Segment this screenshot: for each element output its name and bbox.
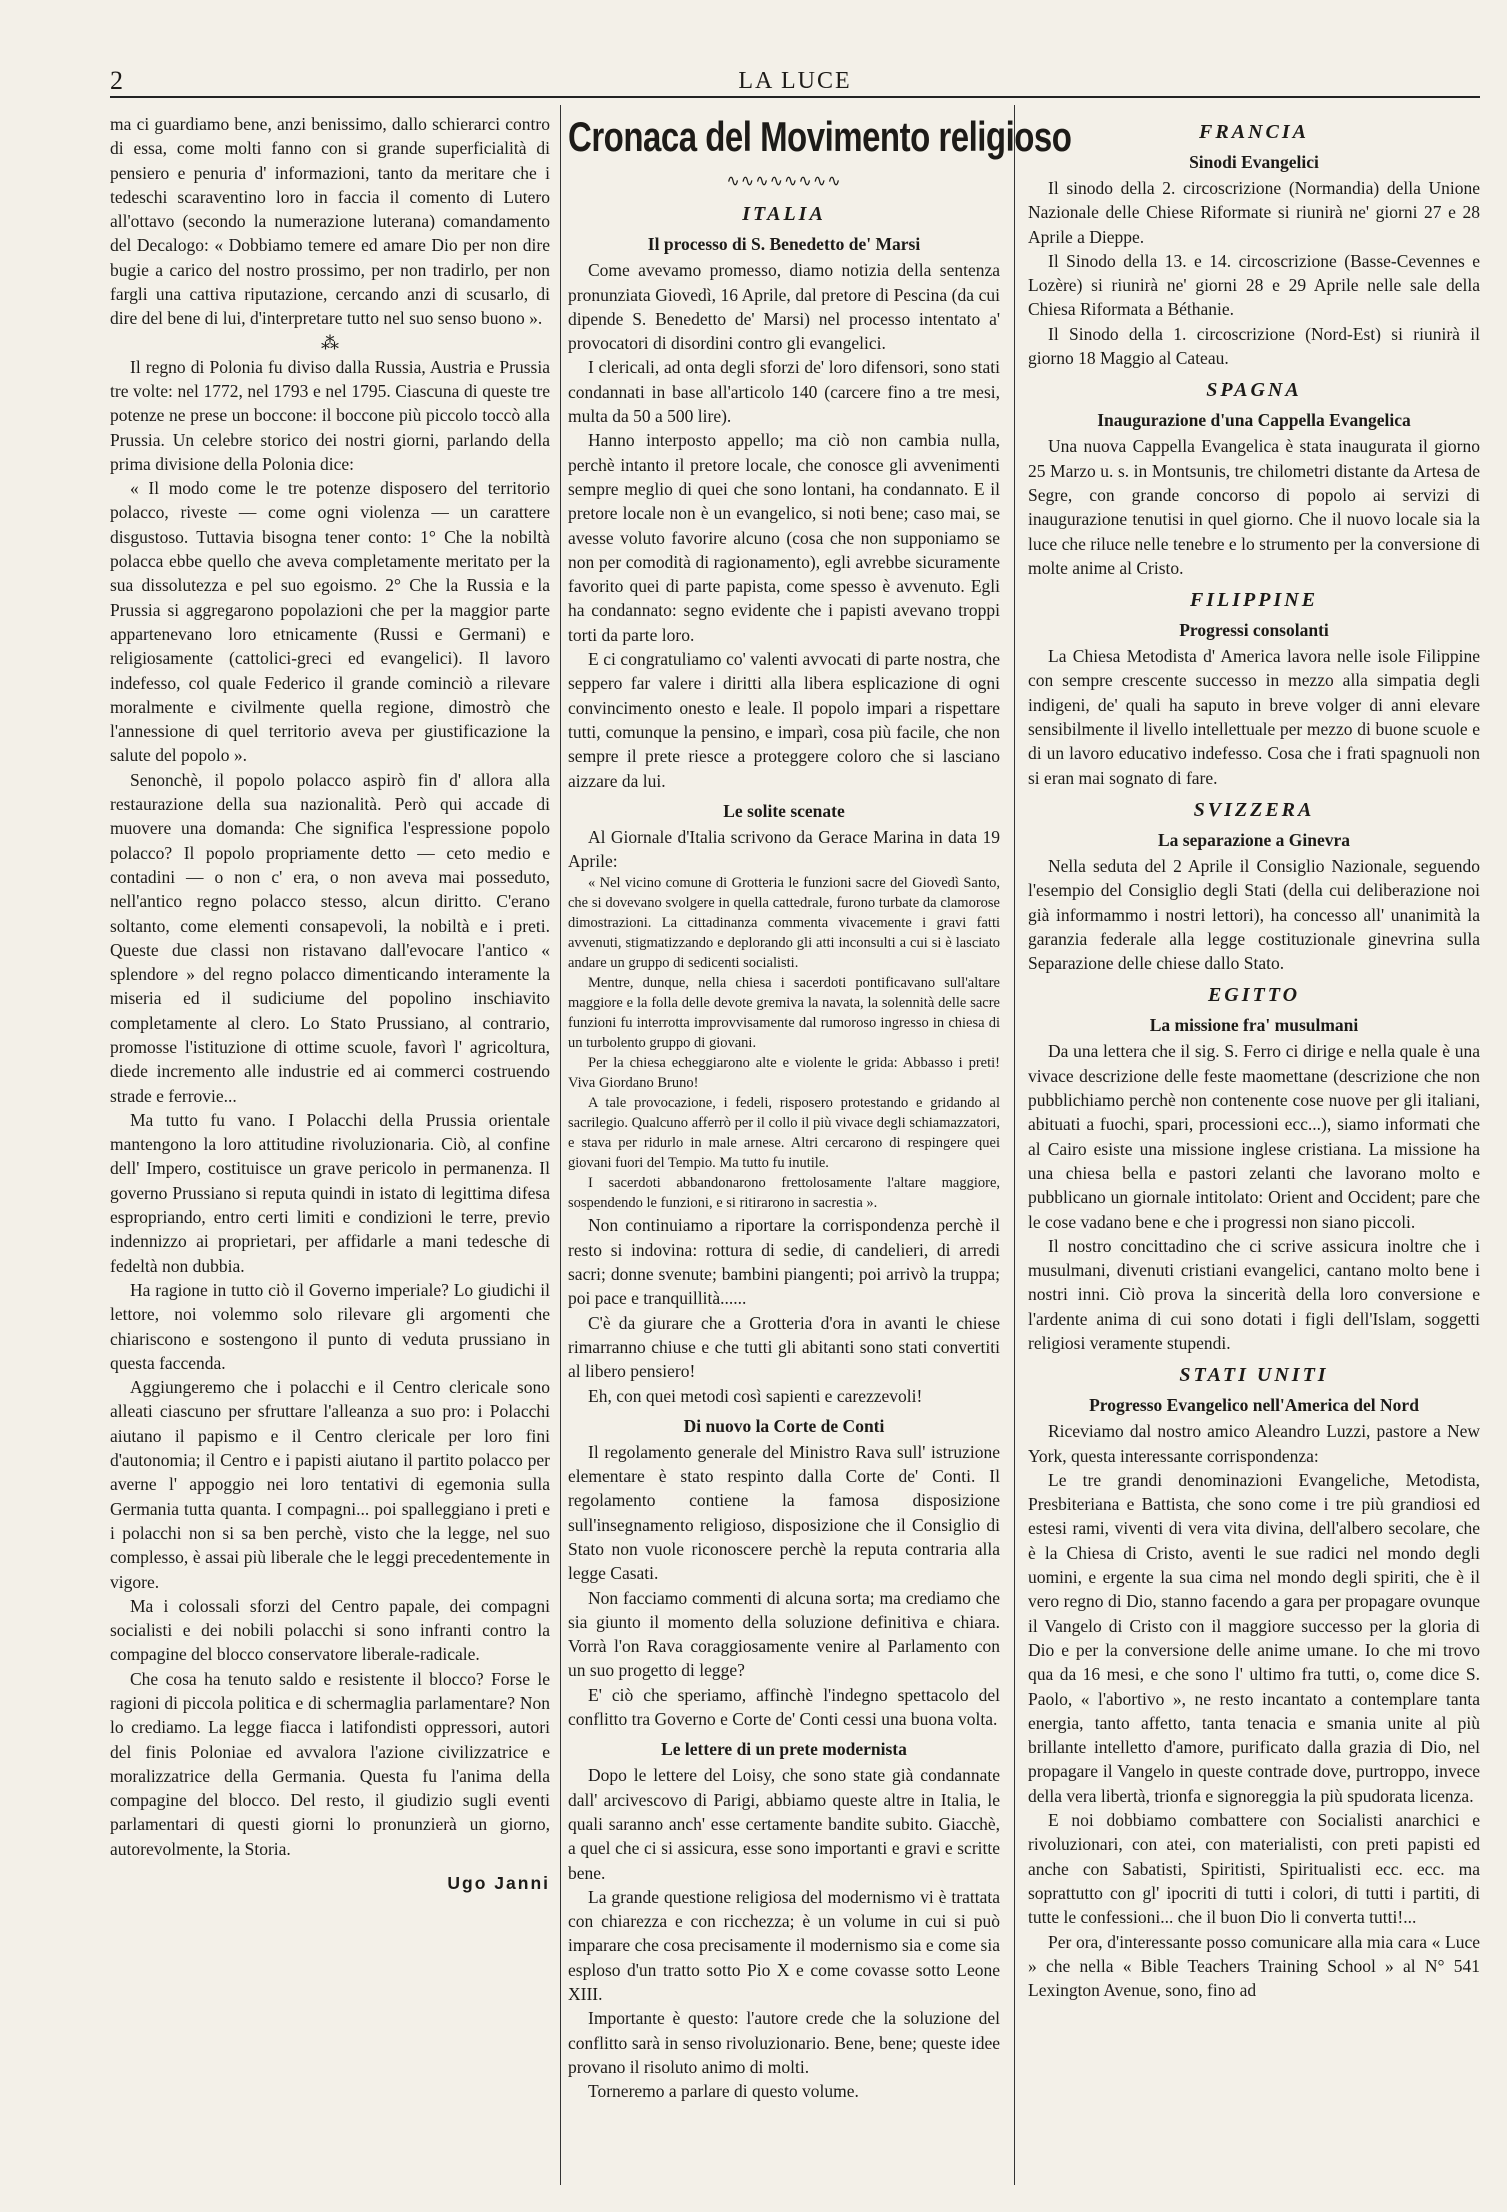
page-number: 2: [110, 66, 123, 95]
article-paragraph: Torneremo a parlare di questo volume.: [588, 2081, 859, 2102]
article-paragraph: Per ora, d'interessante posso comunicare alla mia cara « Luce » che nella « Bible Teachers Training School » al N° 541 Lexington Avenue, sono, fino ad: [1028, 1931, 1480, 2001]
country-heading: FRANCIA: [1199, 121, 1309, 143]
quoted-paragraph: A tale provocazione, i fedeli, risposero protestando e gridando al sacrilegio. Qualcuno afferrò per il collo il più vivace degli schiamazzatori, e stava per ridurlo in male arnese. Altri cercarono di respingere quei giovani fuori del Tempio. Ma tutto fu inutile.: [568, 1095, 1000, 1172]
column-3: [1028, 112, 1480, 2172]
article-paragraph: E noi dobbiamo combattere con Socialisti anarchici e rivoluzionari, con atei, con materialisti, con preti papisti ed anche con Sabatisti, Spiritisti, Spiritualisti ecc. ecc. ma soprattutto con gl' ipocriti di tutti i colori, di tutti i partiti, di tutte le confessioni... che il buon Dio li converta tutti!...: [1028, 1810, 1480, 1928]
article-paragraph: Al Giornale d'Italia scrivono da Gerace Marina in data 19 Aprile:: [568, 826, 1000, 872]
article-title: Il processo di S. Benedetto de' Marsi: [647, 234, 921, 255]
quoted-paragraph: « Nel vicino comune di Grotteria le funzioni sacre del Giovedì Santo, che si dovevano svolgere in quella cattedrale, furono turbate da clamorose dimostrazioni. La cittadinanza commenta vivacemente i gravi fatti avvenuti, stigmatizzando e deplorando gli atti inconsulti a cui si è lasciato andare un gruppo di sedicenti socialisti.: [568, 875, 1000, 972]
article-paragraph: Il sinodo della 2. circoscrizione (Normandia) della Unione Nazionale delle Chiese Riformate si riunirà ne' giorni 27 e 28 Aprile a Dieppe.: [1028, 178, 1480, 247]
newspaper-title: LA LUCE: [738, 68, 852, 94]
article-paragraph: Una nuova Cappella Evangelica è stata inaugurata il giorno 25 Marzo u. s. in Montsunis, tre chilometri distante da Artesa de Segre, con grande concorso di popolo ai servizi di inaugurazione tenutisi in quel giorno. Che il nuovo locale sia la luce che riluce nelle tenebre e lo strumento per la conversione di molte anime al Cristo.: [1028, 436, 1480, 578]
article-title: Sinodi Evangelici: [1189, 152, 1319, 172]
column-divider: [560, 105, 561, 2185]
article-paragraph: La grande questione religiosa del modernismo vi è trattata con chiarezza e con ricchezza; è un volume in cui si può imparare che cosa precisamente il modernismo sia e come sia esploso d'un tratto sotto Pio X e come covasse sotto Leone XIII.: [568, 1886, 1000, 2005]
article-title: Le lettere di un prete modernista: [661, 1739, 907, 1760]
article-paragraph: Il Sinodo della 1. circoscrizione (Nord-Est) si riunirà il giorno 18 Maggio al Cateau.: [1028, 323, 1480, 369]
article-paragraph: E' ciò che speriamo, affinchè l'indegno spettacolo del conflitto tra Governo e Corte de' Conti cessi una buona volta.: [568, 1684, 1000, 1730]
article-paragraph: Che cosa ha tenuto saldo e resistente il blocco? Forse le ragioni di piccola politica e di schermaglia parlamentare? Non lo crediamo. La legge fiacca i latifondisti oppressori, autori del finis Poloniae ed avvalora l'azione civilizzatrice e moralizzatrice della Germania. Questa fu l'anima della compagine del blocco. Del resto, il giudizio sugli eventi parlamentari di questi giorni lo pronunzierà un giorno, autorevolmente, la Storia.: [110, 1668, 550, 1859]
country-heading: EGITTO: [1207, 984, 1301, 1007]
article-title: Le solite scenate: [723, 800, 845, 821]
country-heading: FILIPPINE: [1189, 589, 1319, 612]
country-heading: STATI UNITI: [1179, 1364, 1329, 1387]
author-signature: Ugo Janni: [447, 1873, 550, 1894]
article-paragraph: Non continuiamo a riportare la corrispondenza perchè il resto si indovina: rottura di sedie, di candelieri, di arredi sacri; donne svenute; bambini piangenti; poi arrivò la truppa; poi pace e tranquillità......: [568, 1215, 1000, 1309]
article-paragraph: E ci congratuliamo co' valenti avvocati di parte nostra, che seppero far valere i diritti alla libera esplicazione di ogni convincimento onesto e leale. Il popolo impari a rispettare tutti, comunque la pensino, e imparì, cosa più facile, che non sempre il prete riesce a proteggere coloro che si lasciano aizzare da lui.: [568, 649, 1000, 791]
article-paragraph: Non facciamo commenti di alcuna sorta; ma crediamo che sia giunto il momento della soluzione definitiva e chiara. Vorrà l'on Rava coraggiosamente venire al Parlamento con un suo progetto di legge?: [568, 1587, 1000, 1681]
article-paragraph: Il nostro concittadino che ci scrive assicura inoltre che i musulmani, divenuti cristiani evangelici, cantano molto bene i nostri inni. Ciò prova la sincerità della loro conversione e l'ardente anima di cui sono dotati i figli dell'Islam, soggetti religiosi veramente stupendi.: [1028, 1235, 1480, 1353]
article-paragraph: Il regno di Polonia fu diviso dalla Russia, Austria e Prussia tre volte: nel 1772, nel 1793 e nel 1795. Ciascuna di queste tre potenze ne prese un boccone: il boccone più piccolo toccò alla Prussia. Un celebre storico dei nostri giorni, parlando della prima divisione della Polonia dice:: [110, 356, 550, 474]
page-header: [110, 66, 1480, 98]
article-paragraph: C'è da giurare che a Grotteria d'ora in avanti le chiese rimarranno chiuse e che tutti gli abitanti sono stati convertiti al libero pensiero!: [568, 1312, 1000, 1382]
article-title: La separazione a Ginevra: [1158, 829, 1350, 850]
article-paragraph: Riceviamo dal nostro amico Aleandro Luzzi, pastore a New York, questa interessante corrispondenza:: [1028, 1421, 1480, 1466]
article-paragraph: Il Sinodo della 13. e 14. circoscrizione (Basse-Cevennes e Lozère) si riunirà ne' giorni 28 e 29 Aprile nelle sale della Chiesa Riformata a Béthanie.: [1028, 250, 1480, 320]
country-heading: SVIZZERA: [1193, 798, 1315, 821]
column-1: [110, 112, 550, 2172]
article-paragraph: Aggiungeremo che i polacchi e il Centro clericale sono alleati ciascuno per sfruttare l'alleanza a suo pro: i Polacchi aiutano il papismo e il Centro clericale per loro fini d'autonomia; il Centro e i papisti aiutano il partito polacco per averne l' appoggio nei loro tentativi di egemonia sulla Germania tutta quanta. I compagni... poi spalleggiano i preti e i polacchi non si sa ben perchè, visto che la legge, nel suo complesso, è assai più liberale che le leggi precedentemente in vigore.: [110, 1377, 550, 1592]
article-paragraph: Dopo le lettere del Loisy, che sono state già condannate dall' arcivescovo di Parigi, abbiamo queste altre in Italia, le quali saranno anch' esse certamente bandite subito. Giacchè, a quel che ci si assicura, esse sono importanti e gravi e scritte bene.: [568, 1765, 1000, 1883]
article-title: Progresso Evangelico nell'America del Nord: [1089, 1395, 1419, 1416]
quoted-paragraph: I sacerdoti abbandonarono frettolosamente l'altare maggiore, sospendendo le funzioni, e si ritirarono in sacrestia ».: [568, 1175, 1000, 1212]
article-paragraph: Nella seduta del 2 Aprile il Consiglio Nazionale, seguendo l'esempio del Consiglio degli Stati (della cui deliberazione noi già informammo i nostri lettori), ha concesso all' unanimità la garanzia federale alla legge costituzionale ginevrina sulla Separazione delle chiese dallo Stato.: [1028, 855, 1480, 974]
article-paragraph: Da una lettera che il sig. S. Ferro ci dirige e nella quale è una vivace descrizione delle feste maomettane (descrizione che non pubblichiamo perchè non contenente cose nuove per gli italiani, abituati a fuochi, spari, processioni ecc...), siamo informati che al Cairo esiste una missione inglese cristiana. La missione ha una chiesa bella e pastori zelanti che lavorano molto e pubblicano un giornale intitolato: Orient and Occident; pare che le cose vadano bene e che i progressi non siano piccoli.: [1028, 1041, 1480, 1232]
country-heading: SPAGNA: [1206, 379, 1302, 402]
article-paragraph: Il regolamento generale del Ministro Rava sull' istruzione elementare è stato respinto dalla Corte de' Conti. Il regolamento contiene la famosa disposizione sull'insegnamento religioso, disposizione che il Consiglio di Stato non vuole riconoscere perchè la reputa contraria alla legge Casati.: [568, 1441, 1000, 1584]
article-paragraph: Hanno interposto appello; ma ciò non cambia nulla, perchè intanto il pretore locale, che conosce gli avvenimenti sempre meglio di quei che sono lontani, ha condannato. E il pretore locale non è un evangelico, si noti bene; caso mai, se avesse voluto favorire alcuno (cosa che non supponiamo se non per comodità di ragionamento), egli avrebbe sicuramente favorito quei di parte papista, come spesso è avvenuto. Egli ha condannato: segno evidente che i papisti avevano troppi torti da parte loro.: [568, 430, 1000, 645]
section-masthead: Cronaca del Movimento religioso: [568, 113, 1072, 160]
quoted-paragraph: Mentre, dunque, nella chiesa i sacerdoti pontificavano sull'altare maggiore e la folla delle devote gremiva la navata, la solennità delle sacre funzioni fu interrotta improvvisamente dal rumoroso ingresso in chiesa di un turbolento gruppo di giovani.: [568, 975, 1000, 1052]
quoted-paragraph: Per la chiesa echeggiarono alte e violente le grida: Abbasso i preti! Viva Giordano Bruno!: [568, 1055, 1000, 1092]
article-paragraph: Eh, con quei metodi così sapienti e carezzevoli!: [588, 1385, 923, 1406]
country-heading: ITALIA: [742, 203, 826, 226]
article-title: La missione fra' musulmani: [1149, 1015, 1359, 1036]
article-paragraph: Importante è questo: l'autore crede che la soluzione del conflitto sarà in senso rivoluzionario. Bene, bene; queste idee provano il risoluto animo di molti.: [568, 2008, 1000, 2077]
article-title: Di nuovo la Corte de Conti: [683, 1415, 885, 1436]
article-paragraph: I clericali, ad onta degli sforzi de' loro difensori, sono stati condannati in base all'articolo 140 (carcere fino a tre mesi, multa da 50 a 500 lire).: [568, 357, 1000, 427]
article-title: Progressi consolanti: [1179, 620, 1329, 641]
article-paragraph: Come avevamo promesso, diamo notizia della sentenza pronunziata Giovedì, 16 Aprile, dal pretore di Pescina (da cui dipende S. Benedetto de' Marsi) nel processo intentato a' provocatori di disordini contro gli evangelici.: [568, 260, 1000, 354]
article-paragraph: Ma tutto fu vano. I Polacchi della Prussia orientale mantengono la loro attitudine rivoluzionaria. Ciò, al confine dell' Impero, costituisce un grave pericolo in permanenza. Il governo Prussiano si reputa quindi in istato di legittima difesa espropriando, entro certi limiti e condizioni le terre, previo indennizzo ai proprietari, per affidarle a mani tedesche di fedeltà non dubbia.: [110, 1109, 550, 1276]
article-paragraph: La Chiesa Metodista d' America lavora nelle isole Filippine con sempre crescente successo in mezzo alla simpatia degli indigeni, de' quali ha saputo in breve volger di anni elevare sensibilmente il livello intellettuale per mezzo di buone scuole e di un lavoro educativo indefesso. Cosa che i frati spagnuoli non si eran mai sognato di fare.: [1028, 646, 1480, 788]
article-paragraph: Ha ragione in tutto ciò il Governo imperiale? Lo giudichi il lettore, noi volemmo solo rilevare gli argomenti che chiariscono e sostengono il punto di veduta prussiano in questa faccenda.: [110, 1279, 550, 1373]
wavy-divider: ∿∿∿∿∿∿∿∿: [726, 173, 842, 190]
section-separator-asterism: ⁂: [321, 332, 339, 353]
column-divider: [1014, 105, 1015, 2185]
article-paragraph: Senonchè, il popolo polacco aspirò fin d' allora alla restaurazione della sua nazionalità. Però qui accade di muovere una domanda: Che significa l'espressione popolo polacco? Il popolo propriamente detto — ceto medio e contadini — o non c' era, o non aveva mai posseduto, nell'antico regno polacco stesso, alcun diritto. C'erano soltanto, come elementi consapevoli, la nobiltà e i preti. Queste due classi non ristavano dall'evocare l'antico « splendore » del regno polacco dimenticando interamente la miseria ed il sudiciume del popolino inschiavito completamente al clero. Lo Stato Prussiano, al contrario, promosse l'istituzione di ottime scuole, favorì l' agricoltura, diede incremento alle industrie ed ai commerci costruendo strade e ferrovie...: [110, 769, 550, 1106]
article-paragraph: « Il modo come le tre potenze disposero del territorio polacco, riveste — come ogni violenza — un carattere disgustoso. Tuttavia bisogna tener conto: 1° Che la nobiltà polacca ebbe quello che aveva completamente meritato per la sua dissolutezza e pel suo egoismo. 2° Che la Russia e la Prussia si aggregarono popolazioni che per la maggior parte appartenevano loro etnicamente (Russi e Germani) e religiosamente (cattolici-greci ed evangelici). Il lavoro indefesso, col quale Federico il grande cominciò a rilevare moralmente e civilmente quella regione, dimostrò che l'annessione di quel territorio aveva per giustificazione la salute del popolo ».: [110, 478, 550, 766]
article-paragraph: Ma i colossali sforzi del Centro papale, dei compagni socialisti e dei nobili polacchi si sono infranti contro la compagine del blocco conservatore liberale-radicale.: [110, 1595, 550, 1665]
column-2: [568, 112, 1072, 2172]
article-paragraph: ma ci guardiamo bene, anzi benissimo, dallo schierarci contro di essa, come molti fanno con si grande superficialità di pensiero e penuria d' informazioni, tanto da meritare che i tedeschi scaraventino loro in faccia il comento di Lutero all'ottavo (secondo la numerazione luterana) comandamento del Decalogo: « Dobbiamo temere ed amare Dio per non dire bugie a carico del nostro prossimo, per non tradirlo, per non fargli una cattiva riputazione, cercando anzi di scusarlo, di dire del bene di lui, d'interpretare tutto nel suo senso buono ».: [110, 114, 550, 329]
article-paragraph: Le tre grandi denominazioni Evangeliche, Metodista, Presbiteriana e Battista, che sono come i tre più grandiosi ed estesi rami, viventi di vera vita divina, dell'albero secolare, che è la Chiesa di Cristo, aventi le sue radici nel mondo degli uomini, e ergente la sua cima nel mondo degli spiriti, che è il vero regno di Dio, stanno facendo a gara per propagare ovunque il Vangelo di Cristo con il maggiore successo per la gloria di Dio e per la conversione delle anime umane. Io che mi trovo qua da 16 mesi, e che sono l' ultimo fra tutti, o, come dice S. Paolo, « l'abortivo », ne resto incantato a contemplare tanta energia, tanto affetto, tanta tenacia e smania unite al più brillante intelletto d'amore, purificato dalla grazia di Dio, nel propagare il Vangelo in queste contrade dove, purtroppo, invece della vera libertà, trionfa e signoreggia la più spudorata licenza.: [1028, 1469, 1480, 1806]
article-title: Inaugurazione d'una Cappella Evangelica: [1097, 410, 1411, 431]
